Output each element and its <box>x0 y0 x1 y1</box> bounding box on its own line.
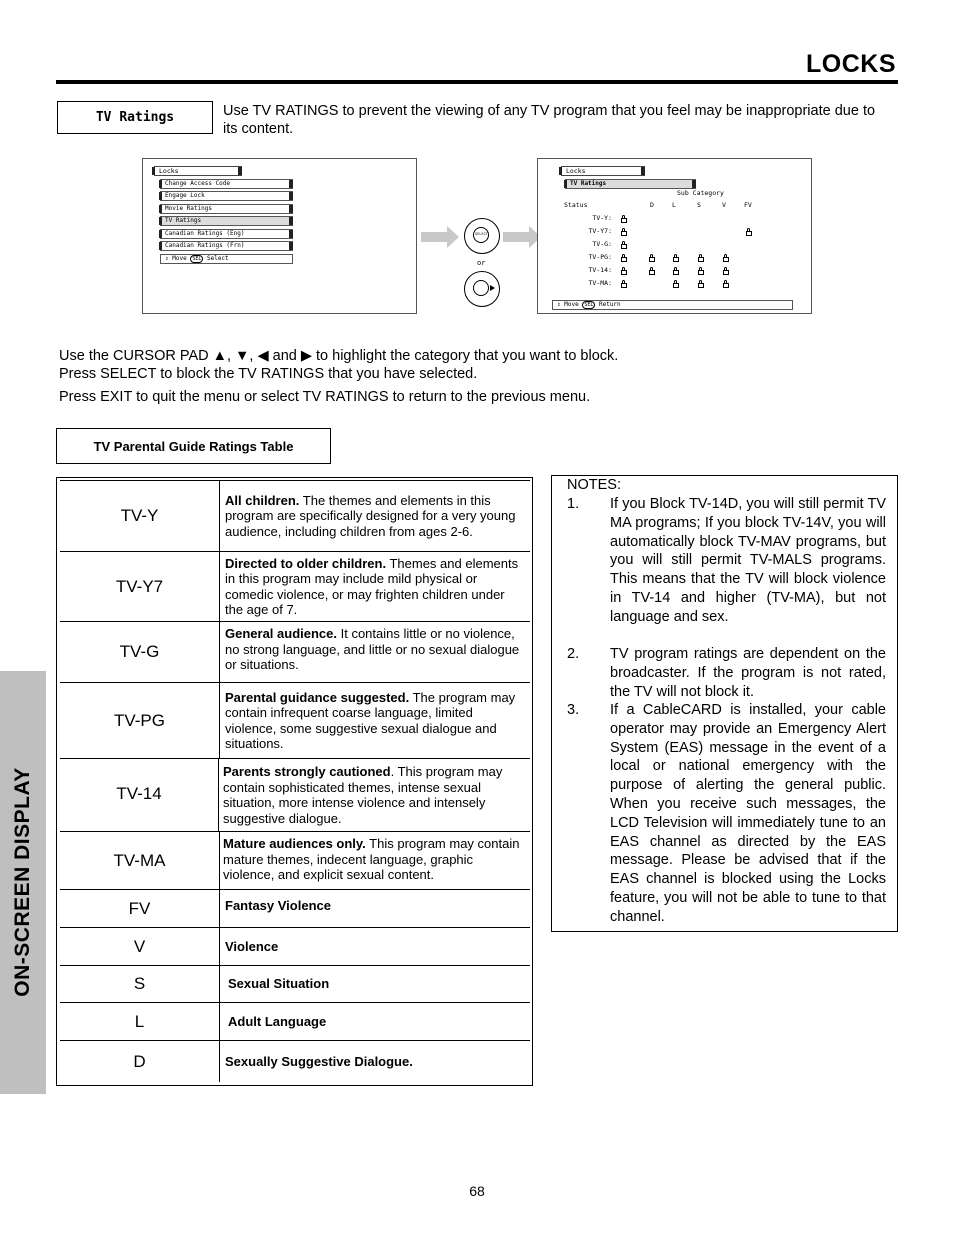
column-fv: FV <box>744 201 752 209</box>
row-tv-ma[interactable]: TV-MA: <box>588 279 612 287</box>
lock-icon[interactable] <box>723 283 729 288</box>
lock-icon[interactable] <box>723 270 729 275</box>
rating-description: Violence <box>225 938 279 954</box>
rating-code: TV-14 <box>60 759 219 831</box>
lock-icon[interactable] <box>621 244 627 249</box>
lock-icon[interactable] <box>673 283 679 288</box>
row-tv-14[interactable]: TV-14: <box>588 266 612 274</box>
note-text: TV program ratings are dependent on the broadcaster. If the program is not rated, the TV will not block it. <box>610 646 886 700</box>
cursor-pad-right-icon <box>464 271 500 307</box>
row-tv-y7[interactable]: TV-Y7: <box>588 227 612 235</box>
rating-description: General audience. It contains little or no violence, no strong language, and little or no sexual dialogue or situations. <box>225 626 520 672</box>
rating-description: Parental guidance suggested. The program may contain infrequent coarse language, limited violence, some suggestive sexual dialogue and situations. <box>225 689 516 751</box>
submenu-title: TV Ratings <box>565 179 696 189</box>
rating-code: TV-MA <box>60 832 220 889</box>
footer-action: Return <box>598 301 621 308</box>
lock-icon[interactable] <box>621 270 627 275</box>
row-tv-y[interactable]: TV-Y: <box>592 214 612 222</box>
table-row <box>60 480 530 551</box>
column-s: S <box>697 201 701 209</box>
lock-icon[interactable] <box>698 270 704 275</box>
table-row <box>60 621 530 682</box>
instruction-select: Press SELECT to block the TV RATINGS that you have selected. <box>59 366 478 382</box>
table-row <box>60 758 530 831</box>
table-row <box>60 927 530 965</box>
menu-title: Locks <box>561 166 645 176</box>
notes-heading: NOTES: <box>567 477 621 493</box>
or-label: or <box>477 259 486 267</box>
instruction-exit: Press EXIT to quit the menu or select TV RATINGS to return to the previous menu. <box>59 389 591 405</box>
menu-item-canadian-eng[interactable]: Canadian Ratings (Eng) <box>160 229 293 239</box>
menu-title: Locks <box>154 166 242 176</box>
lock-icon[interactable] <box>673 270 679 275</box>
section-label: TV Ratings <box>57 101 213 134</box>
footer-move: Move <box>172 255 187 262</box>
lock-icon[interactable] <box>649 257 655 262</box>
table-row <box>60 1002 530 1040</box>
lock-icon[interactable] <box>698 257 704 262</box>
cursor-pad-select-icon: SELECT <box>464 218 500 254</box>
sel-icon: SEL <box>584 302 594 308</box>
note-text: If you Block TV-14D, you will still permit TV MA programs; If you block TV-14V, you will automatically block TV-MAV programs, but you will still permit TV-MALS programs. This means that the TV will block violence in TV-14 and higher (TV-MA), but not language and sex. <box>610 496 886 625</box>
side-tab <box>0 671 46 1094</box>
rating-code: TV-G <box>60 622 220 682</box>
status-label: Status <box>564 201 588 209</box>
rating-code: S <box>60 966 220 1002</box>
locks-menu-screen <box>142 158 417 314</box>
lock-icon[interactable] <box>746 231 752 236</box>
sub-category-label: Sub Category <box>677 189 724 197</box>
rating-description: Fantasy Violence <box>225 898 331 913</box>
note-number: 2. <box>567 646 580 662</box>
rating-code: D <box>60 1041 220 1082</box>
ratings-table-title: TV Parental Guide Ratings Table <box>56 428 331 464</box>
rating-code: V <box>60 928 220 965</box>
sel-icon: SEL <box>192 256 202 262</box>
intro-text: Use TV RATINGS to prevent the viewing of any TV program that you feel may be inappropriate due to its content. <box>223 103 876 137</box>
instruction-cursor: Use the CURSOR PAD ▲, ▼, ◀ and ▶ to highlight the category that you want to block. <box>59 348 619 364</box>
rating-description: Adult Language <box>228 1013 327 1029</box>
menu-footer <box>160 254 293 264</box>
lock-icon[interactable] <box>649 270 655 275</box>
note-number: 3. <box>567 702 580 718</box>
menu-item-engage-lock[interactable]: Engage Lock <box>160 191 293 201</box>
rating-description: Mature audiences only. This program may contain mature themes, indecent language, graphic violence, and explicit sexual content. <box>223 836 520 882</box>
ratings-table <box>56 477 533 1086</box>
column-d: D <box>650 201 654 209</box>
rating-description: Sexually Suggestive Dialogue. <box>225 1053 413 1069</box>
lock-icon[interactable] <box>673 257 679 262</box>
tv-ratings-screen <box>537 158 812 314</box>
row-tv-pg[interactable]: TV-PG: <box>588 253 612 261</box>
table-row <box>60 1040 530 1082</box>
note-number: 1. <box>567 496 580 512</box>
menu-item-movie-ratings[interactable]: Movie Ratings <box>160 204 293 214</box>
menu-item-tv-ratings[interactable]: TV Ratings <box>160 216 293 226</box>
column-v: V <box>722 201 726 209</box>
title-rule <box>56 80 898 84</box>
table-row <box>60 889 530 927</box>
side-tab-label: ON-SCREEN DISPLAY <box>11 767 34 997</box>
lock-icon[interactable] <box>621 218 627 223</box>
table-row <box>60 551 530 621</box>
rating-code: FV <box>60 890 220 927</box>
rating-description: Sexual Situation <box>228 976 330 992</box>
updown-icon: ⇕ <box>557 301 561 308</box>
arrow-right-icon <box>503 232 529 242</box>
lock-icon[interactable] <box>621 283 627 288</box>
rating-description: Parents strongly cautioned. This program may contain sophisticated themes, intense sexual situation, more intense violence and intensely suggestive dialogue. <box>223 764 503 826</box>
lock-icon[interactable] <box>621 257 627 262</box>
table-row <box>60 965 530 1002</box>
table-row <box>60 831 530 889</box>
footer-move: Move <box>564 301 579 308</box>
page-title: LOCKS <box>806 50 896 78</box>
table-row <box>60 682 530 758</box>
rating-code: TV-Y <box>60 481 220 551</box>
page-number: 68 <box>469 1183 485 1199</box>
menu-item-canadian-frn[interactable]: Canadian Ratings (Frn) <box>160 241 293 251</box>
updown-icon: ⇕ <box>165 255 169 262</box>
rating-description: Directed to older children. Themes and elements in this program may include mild physical or comedic violence, or may frighten children under the age of 7. <box>225 555 519 617</box>
notes-box <box>551 475 898 932</box>
note-text: If a CableCARD is installed, your cable operator may provide an Emergency Alert System (EAS) message in the event of a local or national emergency with the purpose of alerting the general public. When you receive such messages, the LCD Television will immediately tune to an EAS channel as directed by the EAS message. Please be advised that if the EAS channel is blocked using the Locks feature, you will not be able to tune to that channel. <box>610 702 886 925</box>
lock-icon[interactable] <box>621 231 627 236</box>
rating-code: TV-PG <box>60 683 220 758</box>
lock-icon[interactable] <box>698 283 704 288</box>
footer-action: Select <box>206 255 229 262</box>
rating-code: L <box>60 1003 220 1040</box>
rating-code: TV-Y7 <box>60 552 220 621</box>
menu-footer <box>552 300 793 310</box>
rating-description: All children. The themes and elements in this program are specifically designed for a very young audience, including children from ages 2-6. <box>225 492 516 539</box>
column-l: L <box>672 201 676 209</box>
lock-icon[interactable] <box>723 257 729 262</box>
menu-item-change-access-code[interactable]: Change Access Code <box>160 179 293 189</box>
arrow-right-icon <box>421 232 447 242</box>
row-tv-g[interactable]: TV-G: <box>592 240 612 248</box>
